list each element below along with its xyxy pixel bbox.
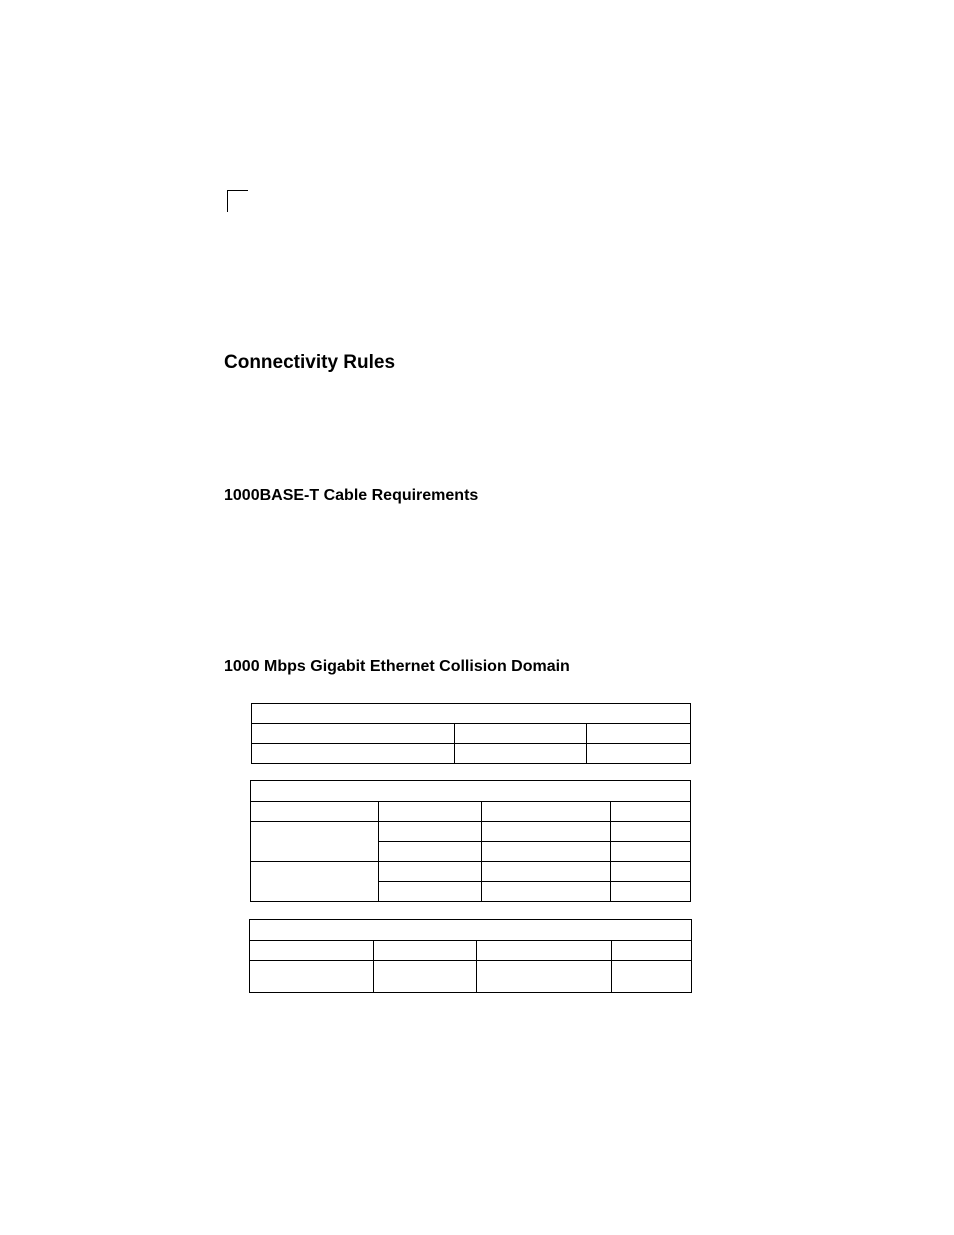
table-2-caption-row bbox=[251, 781, 691, 802]
table-3-header-row bbox=[250, 941, 692, 961]
table-cell bbox=[482, 842, 611, 862]
table-1-caption-row bbox=[252, 704, 691, 724]
table-cell bbox=[455, 724, 587, 744]
table-cell bbox=[482, 862, 611, 882]
table-cell bbox=[482, 822, 611, 842]
table-cell bbox=[251, 822, 379, 862]
table-cell bbox=[374, 961, 477, 993]
subsection-title-cable-requirements: 1000BASE-T Cable Requirements bbox=[224, 487, 479, 504]
table-cell bbox=[587, 744, 691, 764]
table-cell bbox=[251, 802, 379, 822]
table-cell bbox=[252, 744, 455, 764]
table-cell bbox=[379, 802, 482, 822]
table-row bbox=[251, 822, 691, 842]
table-cell bbox=[612, 961, 692, 993]
table-row bbox=[251, 862, 691, 882]
table-cell bbox=[251, 781, 691, 802]
table-3-caption-row bbox=[250, 920, 692, 941]
table-cell bbox=[250, 941, 374, 961]
table-cell bbox=[252, 724, 455, 744]
table-3 bbox=[249, 919, 692, 993]
table-cell bbox=[612, 941, 692, 961]
crop-mark bbox=[227, 190, 248, 212]
table-cell bbox=[374, 941, 477, 961]
table-cell bbox=[252, 704, 691, 724]
table-cell bbox=[251, 862, 379, 902]
table-cell bbox=[482, 802, 611, 822]
table-cell bbox=[587, 724, 691, 744]
table-cell bbox=[379, 882, 482, 902]
table-cell bbox=[477, 941, 612, 961]
table-cell bbox=[379, 842, 482, 862]
table-cell bbox=[477, 961, 612, 993]
section-title: Connectivity Rules bbox=[224, 352, 396, 373]
table-cell bbox=[611, 842, 691, 862]
table-cell bbox=[250, 961, 374, 993]
subsection-title-collision-domain: 1000 Mbps Gigabit Ethernet Collision Domain bbox=[224, 658, 570, 675]
table-1-header-row bbox=[252, 724, 691, 744]
table-cell bbox=[611, 802, 691, 822]
table-cell bbox=[611, 882, 691, 902]
table-row bbox=[252, 744, 691, 764]
table-cell bbox=[379, 822, 482, 842]
table-2 bbox=[250, 780, 691, 902]
table-row bbox=[250, 961, 692, 993]
table-cell bbox=[250, 920, 692, 941]
table-cell bbox=[379, 862, 482, 882]
table-1 bbox=[251, 703, 691, 764]
table-cell bbox=[482, 882, 611, 902]
table-cell bbox=[611, 822, 691, 842]
table-2-header-row bbox=[251, 802, 691, 822]
table-cell bbox=[455, 744, 587, 764]
table-cell bbox=[611, 862, 691, 882]
